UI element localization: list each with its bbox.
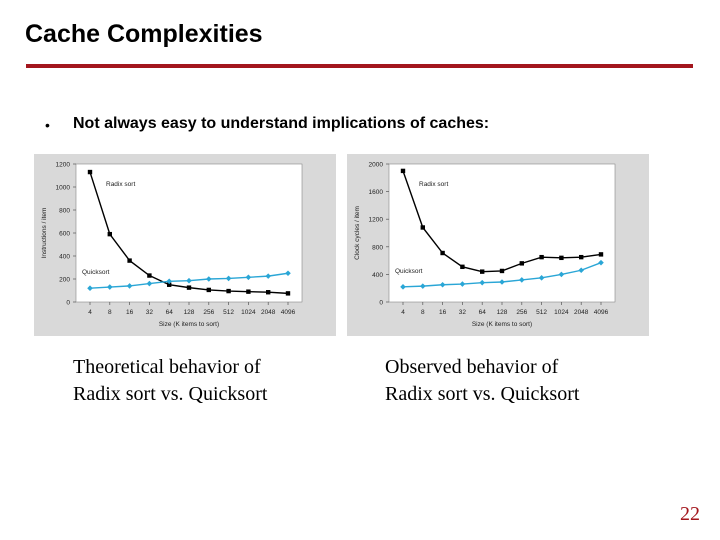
y-tick-label: 1000	[55, 184, 70, 192]
x-tick-label: 1024	[241, 309, 256, 316]
data-point	[480, 269, 484, 273]
y-tick-label: 0	[66, 299, 70, 307]
x-tick-label: 8	[420, 309, 425, 316]
x-tick-label: 256	[516, 309, 528, 316]
observed-chart-svg	[347, 154, 649, 336]
x-tick-label: 128	[183, 309, 195, 316]
data-point	[559, 256, 563, 260]
x-tick-label: 4	[401, 309, 405, 316]
y-axis-label: Clock cycles / item	[354, 206, 361, 260]
data-point	[108, 232, 112, 236]
theoretical-chart	[34, 154, 336, 336]
caption-line: Radix sort vs. Quicksort	[73, 383, 268, 405]
data-point	[460, 265, 464, 269]
bullet-text: Not always easy to understand implications of caches:	[73, 115, 490, 132]
data-point	[147, 273, 151, 277]
bullet-marker: •	[45, 117, 50, 133]
y-axis-label: Instructions / item	[41, 207, 48, 259]
page-number: 22	[680, 503, 700, 525]
data-point	[226, 289, 230, 293]
x-tick-label: 512	[223, 309, 235, 316]
data-point	[579, 255, 583, 259]
data-point	[266, 290, 270, 294]
x-tick-label: 256	[203, 309, 215, 316]
y-tick-label: 1200	[55, 161, 70, 169]
title-divider	[26, 64, 693, 68]
y-tick-label: 400	[372, 271, 383, 279]
y-tick-label: 1600	[368, 189, 383, 197]
data-point	[187, 285, 191, 289]
x-tick-label: 16	[125, 309, 134, 316]
x-tick-label: 2048	[260, 309, 276, 316]
x-tick-label: 16	[438, 309, 447, 316]
x-tick-label: 32	[458, 309, 467, 316]
y-tick-label: 400	[59, 253, 70, 261]
y-tick-label: 1200	[368, 216, 383, 224]
x-tick-label: 32	[145, 309, 154, 316]
y-tick-label: 600	[59, 230, 70, 238]
caption-line: Radix sort vs. Quicksort	[385, 383, 580, 405]
data-point	[286, 291, 290, 295]
observed-chart	[347, 154, 649, 336]
data-point	[401, 169, 405, 173]
data-point	[246, 289, 250, 293]
x-axis-label: Size (K items to sort)	[158, 321, 220, 328]
y-tick-label: 800	[372, 244, 383, 252]
theoretical-caption	[73, 354, 267, 408]
y-tick-label: 0	[379, 299, 383, 307]
data-point	[500, 269, 504, 273]
x-tick-label: 8	[107, 309, 112, 316]
x-tick-label: 1024	[554, 309, 569, 316]
theoretical-chart-svg	[34, 154, 336, 336]
data-point	[88, 170, 92, 174]
x-tick-label: 512	[536, 309, 548, 316]
x-axis-label: Size (K items to sort)	[471, 321, 533, 328]
data-point	[207, 288, 211, 292]
slide-title: Cache Complexities	[25, 20, 263, 48]
x-tick-label: 64	[478, 309, 486, 316]
x-tick-label: 4096	[280, 309, 296, 316]
y-tick-label: 800	[59, 207, 70, 215]
x-tick-label: 2048	[573, 309, 589, 316]
x-tick-label: 64	[165, 309, 173, 316]
observed-caption	[385, 354, 579, 408]
series-label: Radix sort	[106, 181, 136, 188]
data-point	[421, 225, 425, 229]
caption-line: Theoretical behavior of	[73, 356, 261, 378]
data-point	[440, 251, 444, 255]
y-tick-label: 2000	[368, 161, 383, 169]
series-label: Radix sort	[419, 181, 449, 188]
data-point	[520, 261, 524, 265]
x-tick-label: 4096	[593, 309, 609, 316]
caption-line: Observed behavior of	[385, 356, 559, 378]
x-tick-label: 128	[496, 309, 508, 316]
series-label: Quicksort	[82, 269, 110, 277]
data-point	[127, 258, 131, 262]
data-point	[539, 255, 543, 259]
y-tick-label: 200	[59, 276, 70, 284]
series-label: Quicksort	[395, 267, 423, 275]
x-tick-label: 4	[88, 309, 92, 316]
data-point	[599, 252, 603, 256]
